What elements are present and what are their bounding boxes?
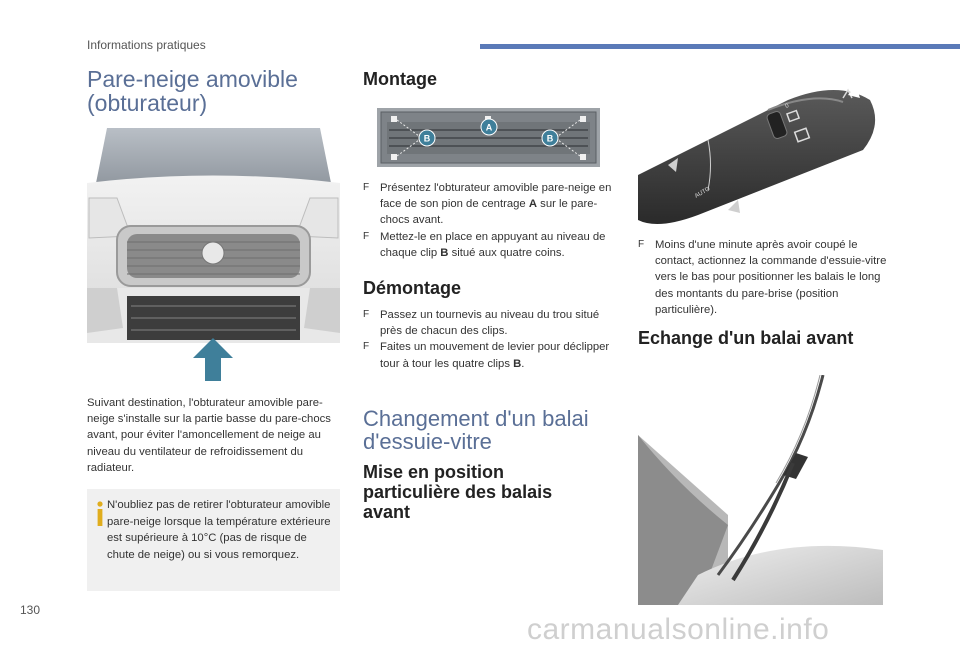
bullet-marker: F <box>363 309 370 320</box>
wiper-blade-illustration <box>638 375 883 605</box>
wiper-stalk-illustration <box>638 80 883 230</box>
montage-step-1 <box>363 180 618 229</box>
demontage-step-2-key: B <box>513 357 522 370</box>
header-accent-bar <box>480 44 960 49</box>
demontage-title: Démontage <box>363 278 462 298</box>
stalk-label-zero: 0 <box>784 103 790 110</box>
montage-title: Montage <box>363 69 437 89</box>
montage-step-2-text-end: situé aux quatre coins. <box>448 246 565 259</box>
front-blade-exchange-title: Echange d'un balai avant <box>638 328 854 348</box>
demontage-step-1-text: Passez un tournevis au niveau du trou situé près de chacun des clips. <box>380 309 600 338</box>
wiper-position-steps <box>638 237 900 318</box>
montage-step-1-text: Présentez l'obturateur amovible pare-neige en face de son pion de centrage <box>380 182 612 211</box>
watermark: carmanualsonline.info <box>527 613 830 646</box>
diagram-label-b-right: B <box>546 133 554 144</box>
montage-step-2 <box>363 229 618 261</box>
diagram-label-b-left: B <box>423 133 431 144</box>
wiper-position-subtitle: Mise en position particulière des balais avant <box>363 462 553 522</box>
wiper-position-step-1-text: Moins d'une minute après avoir coupé le contact, actionnez la commande d'essuie-vitre vers le bas pour positionner les balais le long des montants du pare-brise (position particulière). <box>655 239 887 316</box>
wiper-position-step-1 <box>638 237 900 318</box>
wiper-change-title: Changement d'un balai d'essuie-vitre <box>363 406 589 455</box>
page-number: 130 <box>20 603 41 617</box>
info-note-box <box>87 489 340 591</box>
demontage-step-2 <box>363 339 618 371</box>
bullet-marker: F <box>363 341 370 353</box>
bullet-marker: F <box>638 239 645 250</box>
header-section-label: Informations pratiques <box>87 38 206 52</box>
info-note-text: N'oubliez pas de retirer l'obturateur amovible pare-neige lorsque la température extérieure est supérieure à 10°C (pas de risque de chute de neige) ou si vous remorquez. <box>107 499 331 561</box>
page-title: Pare-neige amovible (obturateur) <box>87 66 298 117</box>
car-front-illustration <box>87 128 340 383</box>
diagram-label-a: A <box>485 122 493 133</box>
demontage-step-2-text: Faites un mouvement de levier pour déclipper tour à tour les quatre clips <box>380 341 610 370</box>
montage-step-2-text: Mettez-le en place en appuyant au niveau de chaque clip <box>380 230 606 259</box>
bullet-marker: F <box>363 230 370 242</box>
montage-step-1-key: A <box>528 198 538 211</box>
montage-step-1-text-end: sur le pare-chocs avant. <box>380 198 598 227</box>
montage-steps <box>363 180 618 261</box>
bullet-marker: F <box>363 182 370 193</box>
montage-step-2-key: B <box>440 246 449 259</box>
stalk-label-auto: AUTO <box>694 186 712 200</box>
demontage-step-1 <box>363 307 618 339</box>
demontage-step-2-text-end: . <box>521 357 525 370</box>
demontage-steps <box>363 307 618 372</box>
intro-paragraph: Suivant destination, l'obturateur amovible pare-neige s'installe sur la partie basse du pare-chocs avant, pour éviter l'amoncellement de neige au niveau du ventilateur de refroidissement du radiateur. <box>87 397 331 474</box>
info-icon <box>95 501 105 527</box>
snow-shield-diagram <box>377 108 600 167</box>
